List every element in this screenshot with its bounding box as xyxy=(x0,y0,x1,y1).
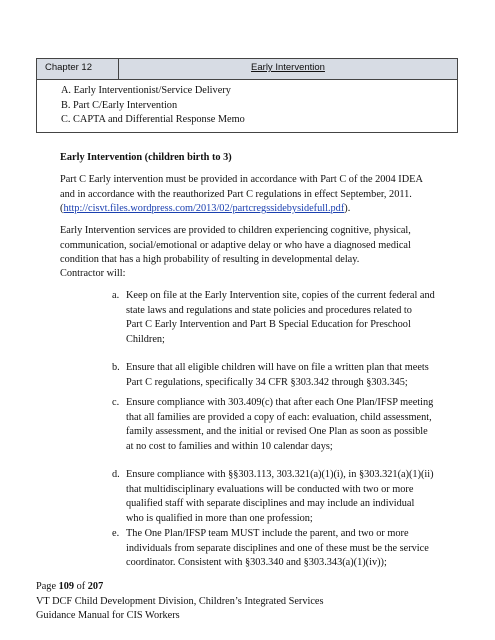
link-paren: ). xyxy=(344,203,351,215)
list-item-text xyxy=(126,468,457,526)
list-line: individuals from separate disciplines and one of these must be the service xyxy=(126,542,429,554)
list-marker: e. xyxy=(112,528,120,539)
contents-item: C. CAPTA and Differential Response Memo xyxy=(61,114,245,125)
paragraph-line xyxy=(60,202,455,217)
list-marker: b. xyxy=(112,362,120,373)
footer-division: VT DCF Child Development Division, Children’s Integrated Services xyxy=(36,595,324,607)
chapter-header-row xyxy=(37,59,457,80)
list-line: family assessment, and the initial or revised One Plan as soon as possible xyxy=(126,426,428,438)
list-item xyxy=(112,468,457,526)
list-line: Ensure that all eligible children will have on file a written plan that meets xyxy=(126,362,429,373)
footer-manual: Guidance Manual for CIS Workers xyxy=(36,610,180,622)
requirements-list xyxy=(112,289,457,347)
requirements-list xyxy=(112,527,457,571)
page-total: 207 xyxy=(87,581,104,592)
list-line: Part C Early Intervention and Part B Special Education for Preschool xyxy=(126,319,411,331)
paragraph-line: and in accordance with the reauthorized Part C regulations in effect September, 2011. xyxy=(60,188,412,200)
intro-paragraph xyxy=(60,173,455,217)
list-item-text xyxy=(126,396,457,454)
paragraph-line: Early Intervention services are provided to children experiencing cognitive, physical, xyxy=(60,225,411,236)
list-line: Ensure compliance with 303.409(c) that after each One Plan/IFSP meeting xyxy=(126,397,434,408)
list-marker: a. xyxy=(112,290,120,301)
services-paragraph xyxy=(60,224,455,268)
page-number xyxy=(36,580,324,595)
contents-item: B. Part C/Early Intervention xyxy=(61,99,178,111)
list-line: state laws and regulations and state policies and procedures related to xyxy=(126,304,412,316)
paragraph-line: condition that has a high probability of resulting in developmental delay. xyxy=(60,254,360,266)
list-line: Keep on file at the Early Intervention site, copies of the current federal and xyxy=(126,290,435,301)
chapter-contents xyxy=(37,80,457,132)
requirements-list xyxy=(112,468,457,526)
contents-item: A. Early Interventionist/Service Delivery xyxy=(61,85,231,96)
list-item-text xyxy=(126,527,457,571)
list-item-text xyxy=(126,361,457,390)
list-item xyxy=(112,527,457,571)
list-line: qualified staff with separate disciplines and may include an individual xyxy=(126,498,415,510)
section-heading: Early Intervention (children birth to 3) xyxy=(60,152,232,163)
contractor-label: Contractor will: xyxy=(60,268,126,279)
page-label: Page xyxy=(36,581,59,592)
page-of: of xyxy=(74,581,88,592)
page-current: 109 xyxy=(58,581,75,592)
list-line: who is qualified in more than one profession; xyxy=(126,512,313,524)
list-line: Ensure compliance with §§303.113, 303.321(a)(1)(i), in §303.321(a)(1)(ii) xyxy=(126,469,434,480)
requirements-list xyxy=(112,361,457,390)
list-item xyxy=(112,396,457,454)
list-item xyxy=(112,289,457,347)
page-footer xyxy=(36,580,324,624)
list-line: that multidisciplinary evaluations will be conducted with two or more xyxy=(126,483,414,495)
list-line: at no cost to families and within 10 calendar days; xyxy=(126,440,333,452)
list-line: The One Plan/IFSP team MUST include the parent, and two or more xyxy=(126,528,409,539)
list-line: Children; xyxy=(126,333,165,345)
list-marker: d. xyxy=(112,469,120,480)
list-line: that all families are provided a copy of each: evaluation, child assessment, xyxy=(126,411,432,423)
list-line: Part C regulations, specifically 34 CFR §303.342 through §303.345; xyxy=(126,376,408,388)
list-item xyxy=(112,361,457,390)
paragraph-line: communication, social/emotional or adaptive delay or who have a diagnosed medical xyxy=(60,239,411,251)
chapter-number: Chapter 12 xyxy=(37,59,119,79)
chapter-header-table xyxy=(36,58,458,133)
link-paren: ( xyxy=(60,203,64,215)
requirements-list xyxy=(112,396,457,454)
list-marker: c. xyxy=(112,397,120,408)
list-line: coordinator. Consistent with §303.340 and §303.343(a)(1)(iv)); xyxy=(126,557,387,569)
list-item-text xyxy=(126,289,457,347)
regulations-link[interactable]: http://cisvt.files.wordpress.com/2013/02/partcregssidebysidefull.pdf xyxy=(63,203,345,215)
chapter-title: Early Intervention xyxy=(251,62,325,73)
paragraph-line: Part C Early intervention must be provided in accordance with Part C of the 2004 IDEA xyxy=(60,174,423,185)
